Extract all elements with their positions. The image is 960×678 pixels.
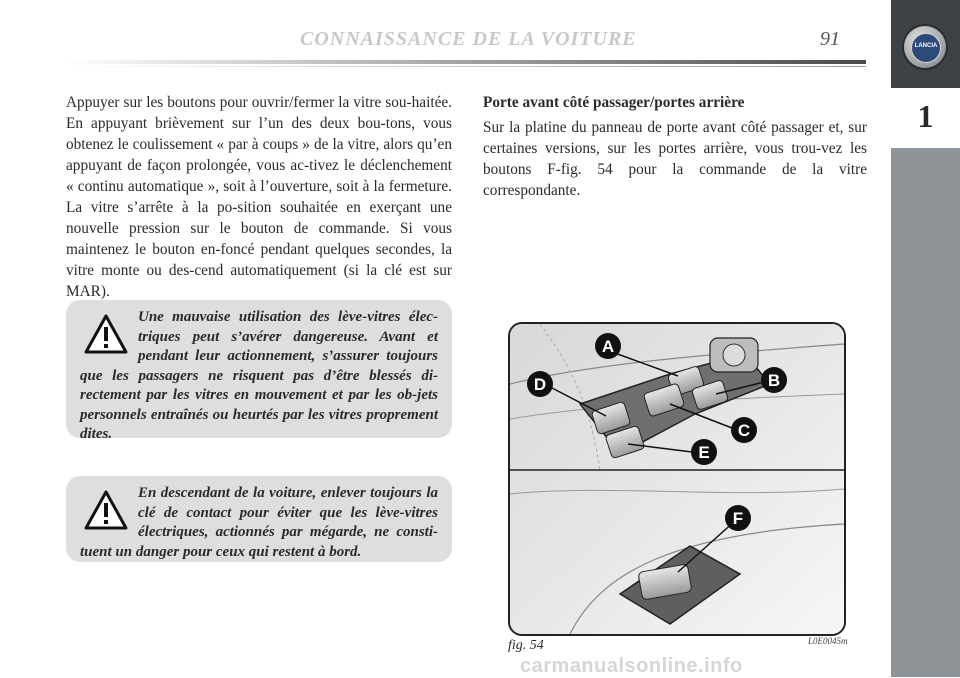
callout-label-d: D bbox=[533, 375, 547, 394]
header-rule-thin bbox=[66, 66, 866, 67]
watermark: carmanualsonline.info bbox=[520, 655, 743, 677]
figure-caption: fig. 54 bbox=[508, 638, 544, 653]
figure-54 bbox=[508, 322, 846, 636]
sidebar-top bbox=[891, 0, 960, 88]
chapter-sidebar bbox=[891, 0, 960, 677]
logo-text: LANCIA bbox=[914, 43, 938, 49]
callout-label-b: B bbox=[767, 371, 781, 390]
body-paragraph: Appuyer sur les boutons pour ouvrir/fermer la vitre sou-haitée. En appuyant brièvement sur l’un des deux bou-tons, vous obtenez le coulissement « par à coups » de la vitre, alors qu’en appuyant de façon prolongée, vous ac-tivez le déclenchement « continu automatique », soit à l’ouverture, soit à la fermeture. La vitre s’arrête à la po-sition souhaitée en exerçant une nouvelle pression sur le bouton de commande. Si vous maintenez le bouton en-foncé pendant quelques secondes, la vitre monte ou des-cend automatiquement (si la clé est sur MAR). bbox=[66, 94, 452, 300]
section-heading: Porte avant côté passager/portes arrière bbox=[483, 94, 745, 111]
figure-code: L0E0045m bbox=[808, 636, 848, 646]
callout-a bbox=[595, 333, 621, 359]
callout-label-f: F bbox=[732, 509, 744, 528]
warning-triangle-icon bbox=[84, 312, 128, 356]
page-header-title: CONNAISSANCE DE LA VOITURE bbox=[300, 28, 637, 50]
callout-e bbox=[691, 439, 717, 465]
warning-triangle-icon bbox=[84, 488, 128, 532]
door-panel-illustration bbox=[510, 324, 844, 634]
callout-label-c: C bbox=[737, 421, 751, 440]
callout-b bbox=[761, 367, 787, 393]
warning-box-2 bbox=[66, 476, 452, 562]
left-column bbox=[66, 92, 452, 302]
chapter-tab[interactable] bbox=[891, 88, 960, 148]
section-paragraph: Sur la platine du panneau de porte avant côté passager et, sur certaines versions, sur les portes arrière, vous trou-vez les boutons F-fig. 54 pour la commande de la vitre correspondante. bbox=[483, 119, 867, 199]
page-number: 91 bbox=[820, 28, 840, 50]
callout-label-e: E bbox=[698, 443, 710, 462]
logo-shield bbox=[911, 33, 941, 63]
callout-f bbox=[725, 505, 751, 531]
callout-d bbox=[527, 371, 553, 397]
warning-text-2: En descendant de la voiture, enlever toujours la clé de contact pour éviter que les lève-vitres électriques, actionnés par mégarde, ne consti-tuent un danger pour ceux qui restent à bord. bbox=[80, 485, 438, 560]
lancia-logo-icon bbox=[904, 26, 946, 68]
warning-box-1 bbox=[66, 300, 452, 442]
chapter-number: 1 bbox=[917, 98, 934, 134]
warning-text-1: Une mauvaise utilisation des lève-vitres élec-triques peut s’avérer dangereuse. Avant et pendant leur actionnement, s’assurer toujours que les passagers ne risquent pas d’être blessés di-rectement par les vitres en mouvement et par les ob-jets personnels entraînés ou heurtés par les vitres proprement dites. bbox=[80, 309, 438, 442]
header-rule bbox=[66, 60, 866, 64]
callout-c bbox=[731, 417, 757, 443]
callout-label-a: A bbox=[601, 337, 615, 356]
right-column bbox=[483, 92, 867, 201]
